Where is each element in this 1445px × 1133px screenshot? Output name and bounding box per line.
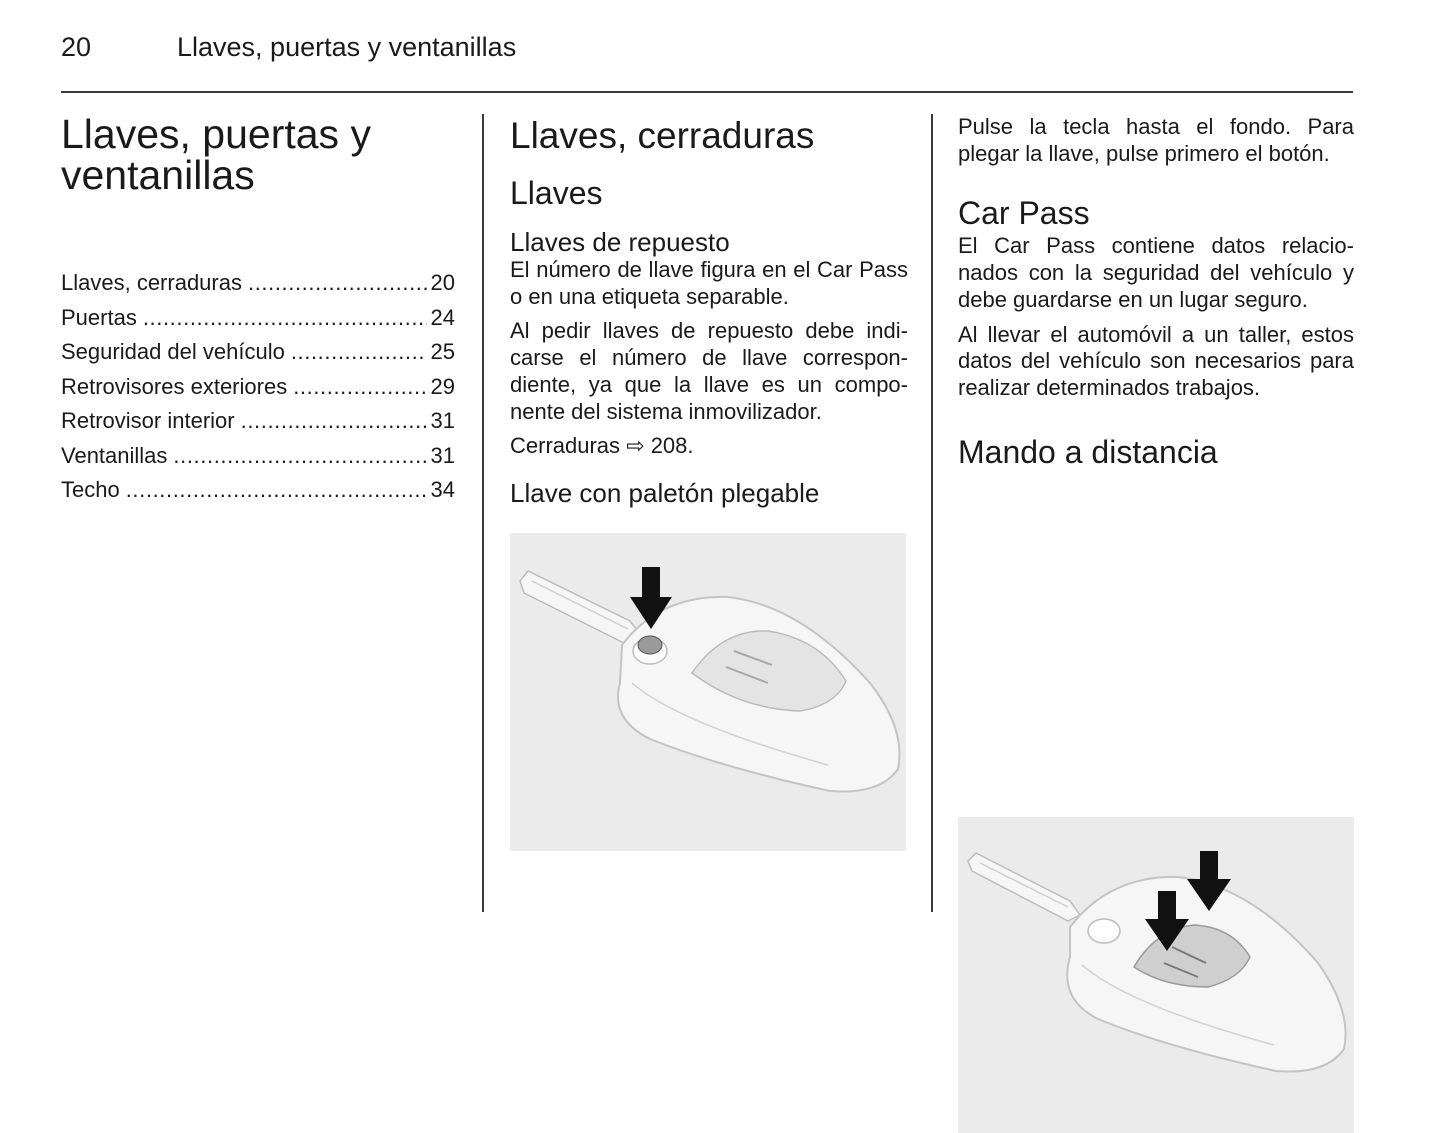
car-pass-paragraph: El Car Pass contiene datos relacio-nados con la seguridad del vehículo y debe guardarse en un lugar seguro. [958,233,1354,312]
toc-entry[interactable] [61,473,455,508]
chapter-title-line1: Llaves, puertas y [61,111,371,157]
toc-page: 24 [430,304,455,330]
toc-leader [126,473,427,508]
toc-entry[interactable] [61,370,455,405]
toc-page: 34 [430,477,455,502]
folding-key-illustration [510,533,906,851]
intro-paragraph: Pulse la tecla hasta el fondo. Para plegar la llave, pulse primero el botón. [958,114,1354,166]
toc-leader [241,404,427,439]
toc-page: 29 [430,373,455,399]
toc-entry[interactable] [61,335,455,370]
spare-keys-paragraph: Al pedir llaves de repuesto debe indi-carse el número de llave correspon-diente, ya que la llave es un compo-nente del sistema inmovilizador. [510,318,908,424]
car-pass-heading: Car Pass [958,195,1090,232]
table-of-contents [61,266,455,508]
chapter-column [61,111,455,524]
column-divider-2 [931,114,933,912]
remote-control-figure [958,817,1354,1133]
toc-page: 31 [430,442,455,468]
toc-entry[interactable] [61,266,455,301]
section-title: Llaves, cerraduras [510,115,815,156]
toc-leader [173,439,426,474]
toc-leader [291,335,427,370]
car-pass-paragraph: Al llevar el automóvil a un taller, estos datos del vehículo son necesarios para realizar determinados trabajos. [958,321,1354,400]
toc-label: Puertas [61,304,137,330]
header-divider [61,91,1353,93]
toc-label: Techo [61,477,120,502]
subsection-title: Llaves [510,175,603,211]
toc-page: 25 [430,339,455,364]
running-title: Llaves, puertas y ventanillas [177,32,517,62]
locks-reference[interactable]: Cerraduras ⇨ 208. [510,433,694,459]
toc-leader [248,266,427,301]
toc-label: Llaves, cerraduras [61,270,242,295]
column-divider-1 [482,114,484,912]
toc-label: Retrovisor interior [61,408,235,433]
remote-control-heading: Mando a distancia [958,433,1218,470]
chapter-title [61,111,455,198]
spare-keys-paragraph: El número de llave figura en el Car Pass o en una etiqueta separable. [510,257,908,309]
toc-label: Retrovisores exteriores [61,373,288,399]
chapter-title-line2: ventanillas [61,152,255,198]
toc-label: Ventanillas [61,442,168,468]
toc-label: Seguridad del vehículo [61,339,285,364]
toc-page: 20 [430,270,455,295]
toc-entry[interactable] [61,404,455,439]
remote-control-illustration [958,817,1354,1133]
toc-page: 31 [430,408,455,433]
spare-keys-heading: Llaves de repuesto [510,227,730,257]
page-number: 20 [61,32,92,62]
folding-key-figure [510,533,906,851]
toc-leader [293,370,426,405]
toc-entry[interactable] [61,301,455,336]
folding-key-heading: Llave con paletón plegable [510,477,820,508]
toc-entry[interactable] [61,439,455,474]
keys-column [510,114,908,508]
toc-leader [143,301,427,336]
car-pass-column [958,114,1354,472]
